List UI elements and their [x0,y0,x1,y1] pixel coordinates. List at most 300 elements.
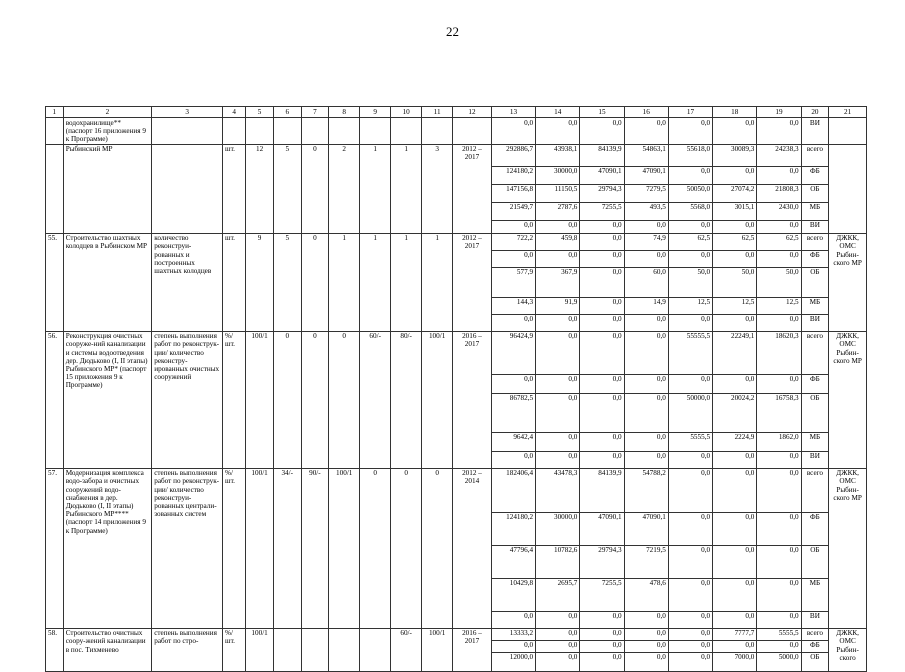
funding-value-cell: 0,0 [668,652,712,671]
funding-value-cell: 14,9 [624,297,668,314]
row-number: 55. [46,233,64,331]
funding-value-cell: 0,0 [580,250,624,267]
funding-value-cell: 0,0 [668,640,712,652]
funding-value-cell: 50,0 [668,267,712,297]
row-number [46,118,64,145]
column-header: 16 [624,107,668,118]
funding-value-cell: 0,0 [536,220,580,233]
funding-value-cell: 29794,3 [580,545,624,578]
funding-value-cell: 96424,9 [491,331,535,374]
funding-value-cell: 21549,7 [491,202,535,220]
funding-value-cell: 0,0 [668,512,712,545]
period-cell: 2012 – 2017 [453,233,492,331]
column-header: 15 [580,107,624,118]
period-cell: 2012 – 2017 [453,144,492,233]
activity-name: водохранилище** (паспорт 16 приложения 9 к Программе) [63,118,152,145]
funding-value-cell: 5555,5 [668,432,712,451]
funding-value-cell: 0,0 [624,220,668,233]
funding-value-cell: 0,0 [713,314,757,331]
year-value-cell [422,118,453,145]
year-value-cell: 0 [273,331,301,468]
table-row [46,468,867,512]
funding-value-cell: 74,9 [624,233,668,250]
executor-cell: ДЖКК, ОМС Рыбин-ского МР [829,331,867,468]
funding-value-cell: 0,0 [536,652,580,671]
funding-value-cell: 7279,5 [624,184,668,202]
year-value-cell: 1 [329,233,360,331]
funding-source-cell: ОБ [801,393,829,432]
funding-value-cell: 0,0 [491,611,535,628]
year-value-cell: 100/1 [422,628,453,671]
funding-value-cell: 1862,0 [757,432,801,451]
funding-source-cell: ФБ [801,640,829,652]
year-value-cell [329,628,360,671]
funding-value-cell: 0,0 [624,640,668,652]
year-value-cell: 34/- [273,468,301,628]
year-value-cell: 0 [360,468,391,628]
funding-value-cell: 0,0 [491,451,535,468]
header-row [46,107,867,118]
funding-value-cell: 12000,0 [491,652,535,671]
funding-value-cell: 54863,1 [624,144,668,166]
funding-value-cell: 0,0 [580,331,624,374]
funding-value-cell: 0,0 [536,611,580,628]
funding-value-cell: 7219,5 [624,545,668,578]
funding-value-cell: 147156,8 [491,184,535,202]
column-header: 11 [422,107,453,118]
funding-source-cell: всего [801,468,829,512]
funding-value-cell: 124180,2 [491,166,535,184]
funding-value-cell: 16758,3 [757,393,801,432]
funding-value-cell: 0,0 [580,233,624,250]
year-value-cell [301,628,329,671]
executor-cell: ДЖКК, ОМС Рыбин-ского МР [829,468,867,628]
funding-value-cell: 0,0 [491,250,535,267]
funding-value-cell: 0,0 [757,250,801,267]
funding-value-cell: 0,0 [713,578,757,611]
funding-value-cell: 0,0 [713,166,757,184]
funding-value-cell: 0,0 [757,374,801,393]
funding-source-cell: МБ [801,578,829,611]
column-header: 14 [536,107,580,118]
year-value-cell: 1 [391,233,422,331]
funding-value-cell: 22249,1 [713,331,757,374]
funding-source-cell: ФБ [801,250,829,267]
funding-source-cell: МБ [801,432,829,451]
funding-value-cell: 3015,1 [713,202,757,220]
funding-value-cell: 0,0 [668,578,712,611]
funding-value-cell: 0,0 [624,250,668,267]
period-cell: 2012 – 2014 [453,468,492,628]
executor-cell [829,118,867,145]
funding-value-cell: 0,0 [624,432,668,451]
funding-value-cell: 55555,5 [668,331,712,374]
year-value-cell: 0 [422,468,453,628]
funding-value-cell: 0,0 [580,451,624,468]
table-row [46,144,867,166]
funding-value-cell: 0,0 [668,611,712,628]
indicator-cell: степень выполнения работ по реконструк-ции/ количество реконструи-рованных централи-зованных систем [152,468,223,628]
column-header: 5 [246,107,274,118]
funding-value-cell: 84139,9 [580,468,624,512]
column-header: 2 [63,107,152,118]
funding-source-cell: ФБ [801,166,829,184]
funding-value-cell: 0,0 [536,331,580,374]
funding-value-cell: 0,0 [491,314,535,331]
funding-value-cell: 47090,1 [580,512,624,545]
funding-source-cell: ВИ [801,118,829,145]
year-value-cell: 100/1 [422,331,453,468]
period-cell: 2016 – 2017 [453,331,492,468]
column-header: 7 [301,107,329,118]
funding-value-cell: 0,0 [624,393,668,432]
funding-value-cell: 12,5 [757,297,801,314]
funding-value-cell: 7000,0 [713,652,757,671]
funding-value-cell: 0,0 [580,652,624,671]
funding-value-cell: 12,5 [668,297,712,314]
funding-value-cell: 13333,2 [491,628,535,640]
funding-value-cell: 0,0 [536,628,580,640]
column-header: 21 [829,107,867,118]
funding-value-cell: 84139,9 [580,144,624,166]
funding-value-cell: 5568,0 [668,202,712,220]
funding-value-cell: 0,0 [624,652,668,671]
funding-value-cell: 2224,9 [713,432,757,451]
funding-value-cell: 0,0 [580,118,624,145]
funding-value-cell: 0,0 [491,118,535,145]
year-value-cell: 100/1 [246,628,274,671]
funding-value-cell: 0,0 [580,432,624,451]
funding-value-cell: 0,0 [536,393,580,432]
unit-cell: шт. [223,144,246,233]
year-value-cell: 0 [301,144,329,233]
funding-value-cell: 47090,1 [580,166,624,184]
funding-value-cell: 0,0 [668,545,712,578]
funding-source-cell: ВИ [801,451,829,468]
activity-name: Строительство шахтных колодцев в Рыбинском МР [63,233,152,331]
funding-value-cell: 0,0 [580,393,624,432]
column-header: 17 [668,107,712,118]
year-value-cell [246,118,274,145]
funding-value-cell: 0,0 [668,468,712,512]
funding-value-cell: 50050,0 [668,184,712,202]
funding-value-cell: 0,0 [624,451,668,468]
funding-value-cell: 0,0 [580,611,624,628]
funding-value-cell: 0,0 [713,545,757,578]
table-row [46,233,867,250]
funding-value-cell: 54788,2 [624,468,668,512]
funding-source-cell: ОБ [801,545,829,578]
funding-value-cell: 91,9 [536,297,580,314]
column-header: 1 [46,107,64,118]
year-value-cell: 60/- [391,628,422,671]
funding-value-cell: 47796,4 [491,545,535,578]
funding-value-cell: 0,0 [536,374,580,393]
funding-source-cell: всего [801,233,829,250]
unit-cell: %/ шт. [223,331,246,468]
funding-value-cell: 2787,6 [536,202,580,220]
funding-source-cell: всего [801,331,829,374]
funding-value-cell: 30089,3 [713,144,757,166]
page-number: 22 [446,24,459,39]
year-value-cell: 9 [246,233,274,331]
funding-value-cell: 0,0 [668,118,712,145]
program-table [45,106,867,672]
funding-value-cell: 0,0 [624,628,668,640]
column-header: 8 [329,107,360,118]
year-value-cell: 80/- [391,331,422,468]
funding-value-cell: 62,5 [713,233,757,250]
funding-value-cell: 50,0 [757,267,801,297]
column-header: 12 [453,107,492,118]
column-header: 18 [713,107,757,118]
funding-value-cell: 367,9 [536,267,580,297]
funding-value-cell: 0,0 [580,267,624,297]
funding-value-cell: 60,0 [624,267,668,297]
funding-value-cell: 50,0 [713,267,757,297]
funding-source-cell: ОБ [801,652,829,671]
funding-value-cell: 0,0 [713,468,757,512]
row-number: 57. [46,468,64,628]
funding-value-cell: 0,0 [757,578,801,611]
year-value-cell: 0 [391,468,422,628]
executor-cell [829,144,867,233]
funding-value-cell: 47090,1 [624,512,668,545]
funding-value-cell: 21808,3 [757,184,801,202]
year-value-cell: 2 [329,144,360,233]
column-header: 9 [360,107,391,118]
funding-value-cell: 43938,1 [536,144,580,166]
indicator-cell: степень выполнения работ по стро- [152,628,223,671]
year-value-cell: 100/1 [246,331,274,468]
funding-value-cell: 0,0 [580,297,624,314]
funding-value-cell: 86782,5 [491,393,535,432]
funding-value-cell: 0,0 [757,118,801,145]
funding-value-cell: 0,0 [536,314,580,331]
funding-value-cell: 0,0 [580,374,624,393]
indicator-cell: степень выполнения работ по реконструк-ции/ количество реконстру-ированных очистных сооружений [152,331,223,468]
funding-source-cell: ФБ [801,374,829,393]
funding-value-cell: 0,0 [536,451,580,468]
funding-value-cell: 62,5 [757,233,801,250]
year-value-cell [273,628,301,671]
year-value-cell: 5 [273,144,301,233]
period-cell [453,118,492,145]
table-row [46,628,867,640]
funding-value-cell: 0,0 [713,611,757,628]
funding-value-cell: 0,0 [713,374,757,393]
funding-value-cell: 5000,0 [757,652,801,671]
funding-value-cell: 7777,7 [713,628,757,640]
funding-value-cell: 0,0 [713,640,757,652]
funding-source-cell: всего [801,628,829,640]
funding-value-cell: 459,8 [536,233,580,250]
year-value-cell [301,118,329,145]
year-value-cell: 1 [391,144,422,233]
funding-value-cell: 30000,0 [536,512,580,545]
column-header: 10 [391,107,422,118]
funding-source-cell: МБ [801,297,829,314]
indicator-cell: количество реконструи-рованных и построенных шахтных колодцев [152,233,223,331]
year-value-cell: 90/- [301,468,329,628]
funding-value-cell: 0,0 [580,220,624,233]
funding-value-cell: 9642,4 [491,432,535,451]
year-value-cell: 5 [273,233,301,331]
funding-value-cell: 7255,5 [580,578,624,611]
funding-value-cell: 62,5 [668,233,712,250]
funding-value-cell: 0,0 [757,611,801,628]
table-row [46,331,867,374]
funding-source-cell: всего [801,144,829,166]
year-value-cell: 3 [422,144,453,233]
year-value-cell: 100/1 [329,468,360,628]
year-value-cell: 0 [329,331,360,468]
funding-value-cell: 292886,7 [491,144,535,166]
period-cell: 2016 – 2017 [453,628,492,671]
funding-value-cell: 50000,0 [668,393,712,432]
column-header: 4 [223,107,246,118]
funding-value-cell: 0,0 [668,628,712,640]
funding-value-cell: 0,0 [668,314,712,331]
year-value-cell: 100/1 [246,468,274,628]
funding-source-cell: МБ [801,202,829,220]
unit-cell: %/ шт. [223,628,246,671]
column-header: 20 [801,107,829,118]
funding-value-cell: 0,0 [491,374,535,393]
funding-value-cell: 10429,8 [491,578,535,611]
funding-source-cell: ВИ [801,220,829,233]
funding-value-cell: 0,0 [491,640,535,652]
indicator-cell [152,144,223,233]
funding-value-cell: 0,0 [757,314,801,331]
funding-value-cell: 30000,0 [536,166,580,184]
funding-value-cell: 0,0 [757,545,801,578]
funding-value-cell: 0,0 [580,314,624,331]
unit-cell: %/ шт. [223,468,246,628]
funding-value-cell: 27074,2 [713,184,757,202]
year-value-cell: 12 [246,144,274,233]
funding-value-cell: 0,0 [668,374,712,393]
funding-value-cell: 0,0 [757,166,801,184]
funding-value-cell: 10782,6 [536,545,580,578]
year-value-cell [273,118,301,145]
table-body [46,107,867,672]
funding-value-cell: 0,0 [757,468,801,512]
funding-value-cell: 124180,2 [491,512,535,545]
funding-value-cell: 0,0 [668,220,712,233]
funding-value-cell: 12,5 [713,297,757,314]
executor-cell: ДЖКК, ОМС Рыбин-ского МР [829,233,867,331]
funding-value-cell: 55618,0 [668,144,712,166]
year-value-cell [360,628,391,671]
funding-value-cell: 0,0 [624,314,668,331]
funding-value-cell: 0,0 [713,512,757,545]
executor-cell: ДЖКК, ОМС Рыбин-ского [829,628,867,671]
funding-value-cell: 0,0 [536,432,580,451]
year-value-cell [329,118,360,145]
activity-name: Рыбинский МР [63,144,152,233]
indicator-cell [152,118,223,145]
funding-source-cell: ОБ [801,267,829,297]
funding-value-cell: 0,0 [757,451,801,468]
year-value-cell: 60/- [360,331,391,468]
funding-source-cell: ВИ [801,611,829,628]
funding-value-cell: 144,3 [491,297,535,314]
funding-value-cell: 2430,0 [757,202,801,220]
funding-value-cell: 0,0 [757,512,801,545]
column-header: 19 [757,107,801,118]
table-row [46,118,867,145]
funding-value-cell: 0,0 [536,250,580,267]
funding-value-cell: 0,0 [491,220,535,233]
year-value-cell: 0 [301,331,329,468]
funding-value-cell: 18620,3 [757,331,801,374]
funding-value-cell: 0,0 [668,166,712,184]
funding-value-cell: 0,0 [713,451,757,468]
funding-value-cell: 7255,5 [580,202,624,220]
year-value-cell: 1 [360,144,391,233]
year-value-cell [391,118,422,145]
row-number: 58. [46,628,64,671]
column-header: 6 [273,107,301,118]
funding-value-cell: 0,0 [757,220,801,233]
year-value-cell: 1 [360,233,391,331]
funding-value-cell: 43478,3 [536,468,580,512]
funding-source-cell: ФБ [801,512,829,545]
funding-value-cell: 0,0 [624,611,668,628]
unit-cell: шт. [223,233,246,331]
funding-source-cell: ОБ [801,184,829,202]
funding-value-cell: 0,0 [713,220,757,233]
funding-value-cell: 0,0 [536,640,580,652]
funding-value-cell: 0,0 [713,250,757,267]
funding-value-cell: 29794,3 [580,184,624,202]
funding-value-cell: 11150,5 [536,184,580,202]
funding-value-cell: 0,0 [580,628,624,640]
funding-value-cell: 24238,3 [757,144,801,166]
year-value-cell [360,118,391,145]
activity-name: Модернизация комплекса водо-забора и очистных сооружений водо-снабжения в дер. Дюдьково (I, II этапы) Рыбинского МР**** (паспорт 14 приложения 9 к Программе) [63,468,152,628]
funding-value-cell: 47090,1 [624,166,668,184]
funding-value-cell: 0,0 [624,118,668,145]
funding-source-cell: ВИ [801,314,829,331]
funding-value-cell: 182406,4 [491,468,535,512]
activity-name: Реконструкция очистных сооруже-ний канализации и системы водоотведения дер. Дюдьково (I, II этапы) Рыбинского МР* (паспорт 15 приложения 9 к Программе) [63,331,152,468]
funding-value-cell: 493,5 [624,202,668,220]
column-header: 3 [152,107,223,118]
funding-value-cell: 20024,2 [713,393,757,432]
unit-cell [223,118,246,145]
activity-name: Строительство очистных соору-жений канализации в пос. Тихменево [63,628,152,671]
funding-value-cell: 5555,5 [757,628,801,640]
column-header: 13 [491,107,535,118]
row-number [46,144,64,233]
funding-value-cell: 0,0 [624,374,668,393]
row-number: 56. [46,331,64,468]
funding-value-cell: 0,0 [624,331,668,374]
funding-value-cell: 0,0 [757,640,801,652]
funding-value-cell: 722,2 [491,233,535,250]
funding-value-cell: 2695,7 [536,578,580,611]
funding-value-cell: 0,0 [713,118,757,145]
funding-value-cell: 577,9 [491,267,535,297]
funding-value-cell: 478,6 [624,578,668,611]
funding-value-cell: 0,0 [668,451,712,468]
funding-value-cell: 0,0 [668,250,712,267]
funding-value-cell: 0,0 [536,118,580,145]
funding-value-cell: 0,0 [580,640,624,652]
year-value-cell: 1 [422,233,453,331]
